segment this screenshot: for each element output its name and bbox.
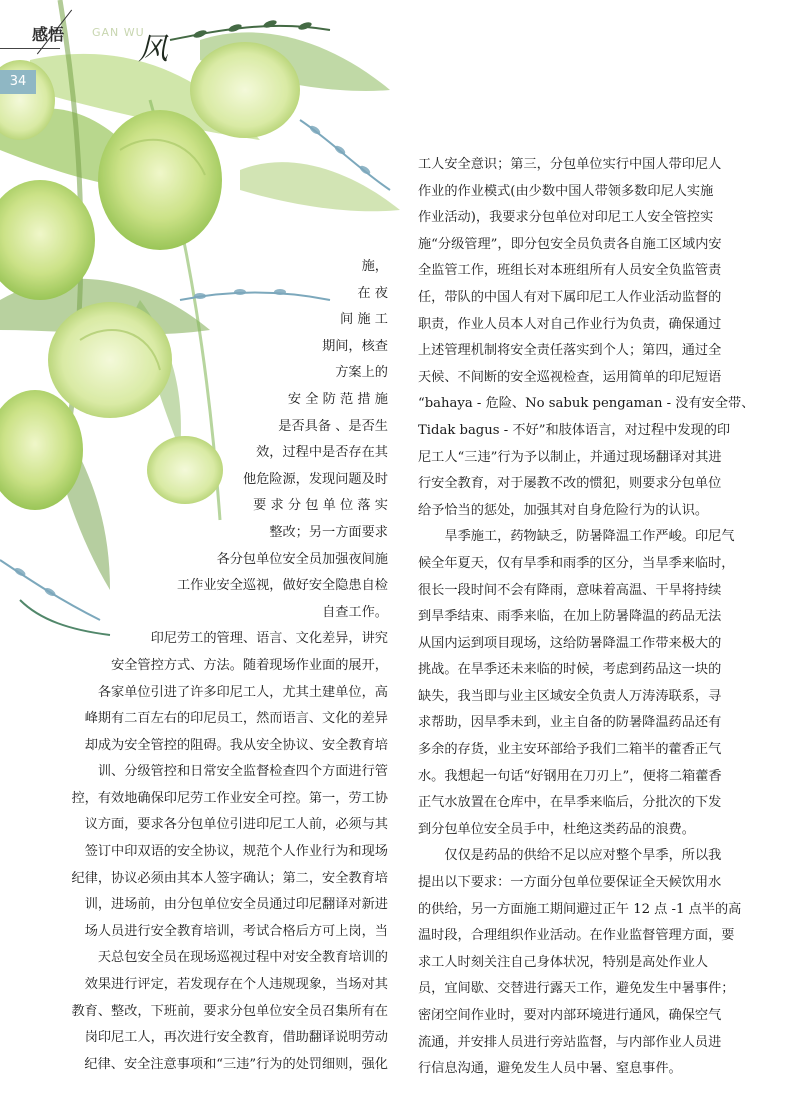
text-line: 训，进场前，由分包单位安全员通过印尼翻译对新进 bbox=[84, 897, 388, 913]
text-line: 在 夜 bbox=[357, 285, 388, 301]
text-line: 到分包单位安全员手中，杜绝这类药品的浪费。 bbox=[418, 821, 695, 837]
text-line: 从国内运到项目现场，这给防暑降温工作带来极大的 bbox=[418, 635, 722, 651]
text-line: 全监管工作，班组长对本班组所有人员安全负监管责 bbox=[418, 263, 722, 279]
text-line: 很长一段时间不会有降雨，意味着高温、干旱将持续 bbox=[418, 582, 722, 598]
text-line: 求帮助，因旱季未到，业主自备的防暑降温药品还有 bbox=[418, 715, 722, 731]
text-line: 求工人时刻关注自己身体状况，特别是高处作业人 bbox=[418, 954, 709, 970]
text-line: 各分包单位安全员加强夜间施 bbox=[216, 551, 388, 567]
text-line: 纪律、安全注意事项和“三违”行为的处罚细则，强化 bbox=[84, 1056, 388, 1072]
text-line: 密闭空间作业时，要对内部环境进行通风，确保空气 bbox=[418, 1008, 722, 1023]
text-line: 缺失，我当即与业主区域安全负责人万涛涛联系，寻 bbox=[418, 688, 722, 704]
text-line: 员，宜间歇、交替进行露天工作，避免发生中暑事件； bbox=[418, 981, 735, 997]
header-rule bbox=[0, 48, 60, 49]
text-line: 施“分级管理”，即分包安全员负责各自施工区域内安 bbox=[418, 236, 722, 252]
text-line: 温时段，合理组织作业活动。在作业监督管理方面，要 bbox=[418, 928, 735, 944]
text-line: 提出以下要求：一方面分包单位要保证全天候饮用水 bbox=[418, 875, 722, 891]
text-line: 间 施 工 bbox=[340, 312, 388, 328]
text-line: 尼工人“三违”行为予以制止，并通过现场翻译对其进 bbox=[418, 449, 722, 465]
paragraph-dry-season bbox=[418, 524, 735, 843]
text-line: 安 全 防 范 措 施 bbox=[287, 391, 388, 407]
section-subtitle: GAN WU bbox=[92, 26, 145, 39]
text-line: 却成为安全管控的阻碍。我从安全协议、安全教育培 bbox=[84, 737, 388, 753]
text-line: 旱季施工，药物缺乏，防暑降温工作严峻。印尼气 bbox=[444, 529, 735, 545]
text-line: 他危险源，发现问题及时 bbox=[242, 471, 388, 487]
text-line: 印尼劳工的管理、语言、文化差异，讲究 bbox=[150, 631, 388, 647]
text-line: 要 求 分 包 单 位 落 实 bbox=[253, 498, 388, 514]
text-line: 岗印尼工人，再次进行安全教育，借助翻译说明劳动 bbox=[84, 1030, 388, 1046]
text-line: 期间，核查 bbox=[322, 338, 388, 354]
text-line: 天总包安全员在现场巡视过程中对安全教育培训的 bbox=[97, 950, 388, 966]
text-line: 签订中印双语的安全协议，规范个人作业行为和现场 bbox=[84, 844, 388, 860]
page-header bbox=[0, 0, 800, 110]
text-line: 水。我想起一句话“好钢用在刀刃上”，便将二箱藿香 bbox=[418, 768, 722, 784]
paragraph-heat-prevention bbox=[418, 843, 742, 1082]
text-line: 多余的存货，业主安环部给予我们二箱半的藿香正气 bbox=[418, 742, 722, 758]
text-line: 教育、整改，下班前，要求分包单位安全员召集所有在 bbox=[71, 1003, 388, 1019]
text-line: 作业的作业模式(由少数中国人带领多数印尼人实施 bbox=[418, 183, 714, 199]
text-line: 挑战。在旱季还未来临的时候，考虑到药品这一块的 bbox=[418, 662, 722, 678]
text-line: 整改；另一方面要求 bbox=[269, 524, 388, 540]
text-line: 工人安全意识；第三，分包单位实行中国人带印尼人 bbox=[418, 157, 722, 172]
text-line: 流通，并安排人员进行旁站监督，与内部作业人员进 bbox=[418, 1034, 722, 1050]
text-line: 行安全教育，对于屡教不改的惯犯，则要求分包单位 bbox=[418, 476, 722, 492]
text-line: 场人员进行安全教育培训，考试合格后方可上岗，当 bbox=[84, 923, 388, 939]
left-text-column bbox=[0, 254, 388, 1078]
text-line: 自查工作。 bbox=[322, 604, 388, 620]
text-line: 效果进行评定，若发现存在个人违规现象，当场对其 bbox=[84, 977, 388, 993]
text-line: 作业活动)，我要求分包单位对印尼工人安全管控实 bbox=[418, 210, 714, 226]
text-line: 议方面，要求各分包单位引进印尼工人前，必须与其 bbox=[84, 817, 388, 833]
text-line: 工作业安全巡视，做好安全隐患自检 bbox=[177, 578, 388, 594]
text-line: 安全管控方式、方法。随着现场作业面的展开， bbox=[111, 657, 388, 673]
paragraph-labor-management-cont bbox=[418, 152, 755, 524]
text-line: 各家单位引进了许多印尼工人，尤其土建单位，高 bbox=[97, 684, 388, 700]
text-line: 效，过程中是否存在其 bbox=[256, 445, 388, 461]
text-line: 职责，作业人员本人对自己作业行为负责，确保通过 bbox=[418, 316, 722, 332]
text-line: 峰期有二百左右的印尼员工，然而语言、文化的差异 bbox=[84, 711, 388, 727]
text-line: 纪律，协议必须由其本人签字确认；第二，安全教育培 bbox=[71, 870, 388, 886]
text-line: 训、分级管控和日常安全监督检查四个方面进行管 bbox=[97, 764, 388, 780]
text-line: 到旱季结束、雨季来临，在加上防暑降温的药品无法 bbox=[418, 609, 722, 625]
text-line: Tidak bagus - 不好”和肢体语言，对过程中发现的印 bbox=[418, 422, 731, 438]
section-title: 感悟 bbox=[32, 25, 65, 44]
text-line: 任，带队的中国人有对下属印尼工人作业活动监督的 bbox=[418, 289, 722, 305]
text-line: 控，有效地确保印尼劳工作业安全可控。第一，劳工协 bbox=[71, 790, 388, 806]
text-line: “bahaya - 危险、No sabuk pengaman - 没有安全带、 bbox=[418, 396, 755, 412]
text-line: 仅仅是药品的供给不足以应对整个旱季，所以我 bbox=[444, 848, 722, 864]
text-line: 行信息沟通，避免发生人员中暑、窒息事件。 bbox=[418, 1061, 682, 1077]
section-logo: 风 bbox=[138, 32, 168, 67]
text-line: 给予恰当的惩处，加强其对自身危险行为的认识。 bbox=[418, 502, 709, 518]
text-line: 天候、不间断的安全巡视检查，运用简单的印尼短语 bbox=[418, 369, 722, 385]
text-line: 是否具备 、是否生 bbox=[278, 418, 388, 434]
text-line: 施， bbox=[361, 259, 388, 274]
text-line: 上述管理机制将安全责任落实到个人；第四，通过全 bbox=[418, 343, 722, 359]
text-line: 的供给，另一方面施工期间避过正午 12 点 -1 点半的高 bbox=[418, 901, 742, 917]
right-text-column bbox=[418, 152, 755, 1083]
text-line: 候全年夏天，仅有旱季和雨季的区分，当旱季来临时， bbox=[418, 555, 735, 571]
text-line: 正气水放置在仓库中，在旱季来临后，分批次的下发 bbox=[418, 795, 722, 811]
text-line: 方案上的 bbox=[335, 365, 388, 381]
page-number: 34 bbox=[0, 70, 36, 94]
